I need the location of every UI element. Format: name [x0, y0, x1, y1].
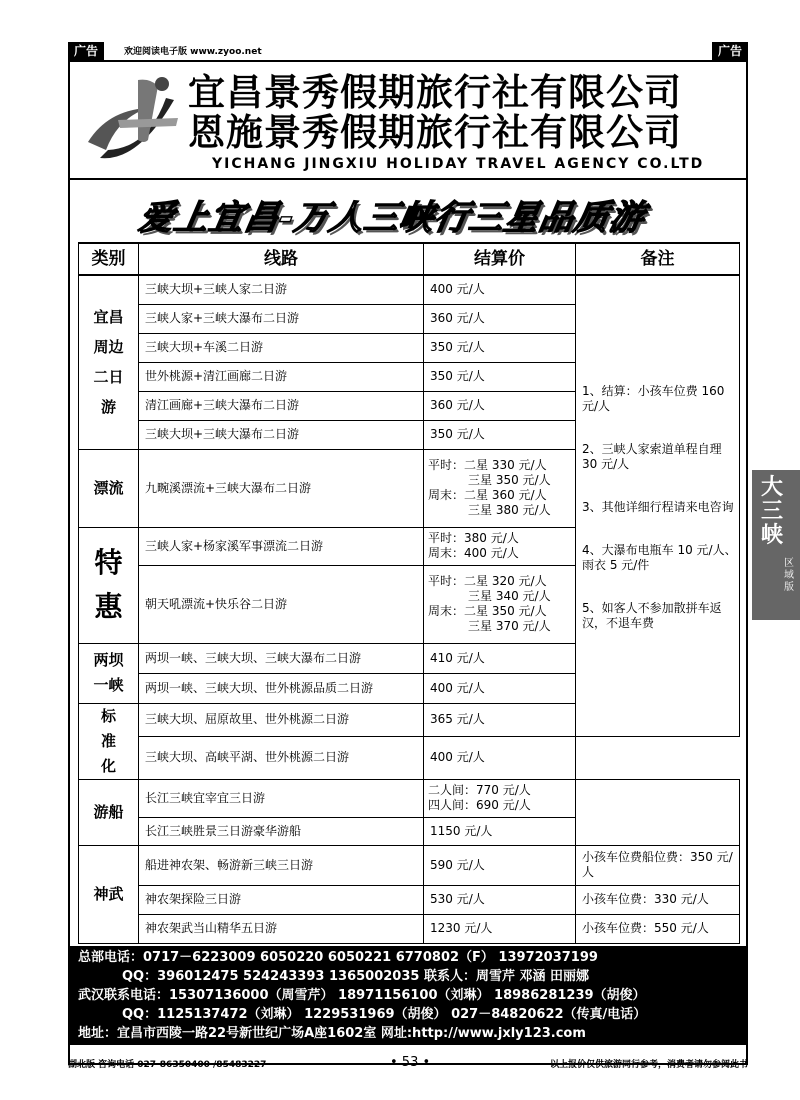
table-row: [79, 779, 740, 817]
route-cell: 三峡大坝+三峡大瀑布二日游: [139, 420, 424, 449]
company-name-enshi: 恩施景秀假期旅行社有限公司: [188, 111, 682, 154]
note-cell: 小孩车位费：550 元/人: [576, 914, 740, 943]
company-logo-icon: [78, 70, 188, 170]
price-cell: 400 元/人: [424, 275, 576, 304]
price-line: 平时：二星 330 元/人: [428, 458, 547, 472]
route-cell: 长江三峡胜景三日游豪华游船: [139, 817, 424, 845]
route-cell: 清江画廊+三峡大瀑布二日游: [139, 391, 424, 420]
price-line: 三星 350 元/人: [468, 473, 551, 487]
note-1: 1、结算：小孩车位费 160 元/人: [582, 384, 725, 413]
price-line: 周末：二星 360 元/人: [428, 488, 547, 502]
table-header: [79, 243, 740, 275]
route-cell: 世外桃源+清江画廊二日游: [139, 362, 424, 391]
category-liangba: [79, 643, 139, 703]
route-cell: 两坝一峡、三峡大坝、三峡大瀑布二日游: [139, 643, 424, 673]
price-table: [78, 242, 740, 944]
page-number: • 53 •: [390, 1055, 431, 1070]
ad-tag-left: 广告: [68, 42, 104, 60]
footer-disclaimer: 以上报价仅供旅游同行参考，消费者请勿参阅此书: [549, 1060, 748, 1070]
price-cell: 360 元/人: [424, 304, 576, 333]
price-cell: 1150 元/人: [424, 817, 576, 845]
price-cell: 350 元/人: [424, 420, 576, 449]
route-cell: 船进神农架、畅游新三峡三日游: [139, 845, 424, 885]
header-route: 线路: [139, 243, 424, 275]
side-tab: [752, 470, 800, 620]
price-cell: 1230 元/人: [424, 914, 576, 943]
route-cell: 神农架武当山精华五日游: [139, 914, 424, 943]
contact-hq-phone: 总部电话：0717－6223009 6050220 6050221 6770802（F） 13972037199: [78, 950, 598, 965]
header-note: 备注: [576, 243, 740, 275]
header-price: 结算价: [424, 243, 576, 275]
route-cell: 两坝一峡、三峡大坝、世外桃源品质二日游: [139, 673, 424, 703]
top-bar: [68, 42, 748, 60]
route-cell: 三峡人家+三峡大瀑布二日游: [139, 304, 424, 333]
price-cell: 360 元/人: [424, 391, 576, 420]
contact-wuhan-qq: QQ：1125137472（刘琳） 1229531969（胡俊） 027－84820622（传真/电话）: [122, 1007, 647, 1022]
route-cell: 三峡大坝、屈原故里、世外桃源二日游: [139, 703, 424, 737]
table-row: [79, 885, 740, 914]
ad-tag-right: 广告: [712, 42, 748, 60]
note-5: 5、如客人不参加散拼车返汉，不退车费: [582, 601, 722, 630]
note-2: 2、三峡人家索道单程自理 30 元/人: [582, 442, 722, 471]
side-tab-subtitle: 区域版: [784, 558, 794, 593]
route-cell: 三峡大坝、高峡平湖、世外桃源二日游: [139, 737, 424, 779]
price-line: 四人间：690 元/人: [428, 798, 531, 812]
note-cell: 小孩车位费船位费：350 元/人: [576, 845, 740, 885]
table-row: [79, 914, 740, 943]
table-row: [79, 737, 740, 779]
route-cell: 三峡人家+杨家溪军事漂流二日游: [139, 527, 424, 565]
header-category: 类别: [79, 243, 139, 275]
route-cell: 九畹溪漂流+三峡大瀑布二日游: [139, 449, 424, 527]
price-line: 周末：二星 350 元/人: [428, 604, 547, 618]
price-cell: 350 元/人: [424, 333, 576, 362]
price-line: 平时：二星 320 元/人: [428, 574, 547, 588]
route-cell: 长江三峡宜宰宜三日游: [139, 779, 424, 817]
price-line: 三星 370 元/人: [468, 619, 551, 633]
company-name-english: YICHANG JINGXIU HOLIDAY TRAVEL AGENCY CO.LTD: [212, 156, 705, 172]
category-liangba-label: 两坝一峡: [93, 651, 124, 694]
price-cell: 400 元/人: [424, 737, 576, 779]
price-line: 三星 340 元/人: [468, 589, 551, 603]
table-row: [79, 845, 740, 885]
notes-cell: [576, 275, 740, 737]
empty-note-cell: [576, 779, 740, 845]
note-cell: 小孩车位费：330 元/人: [576, 885, 740, 914]
price-line: 二人间：770 元/人: [428, 783, 531, 797]
contact-hq-qq: QQ：396012475 524243393 1365002035 联系人：周雪芹 邓涵 田丽娜: [122, 969, 590, 984]
company-name-yichang: 宜昌景秀假期旅行社有限公司: [188, 71, 682, 114]
side-tab-title: 大三峡: [760, 475, 783, 548]
category-shenwu: 神武: [79, 845, 139, 943]
route-cell: 三峡大坝+三峡人家二日游: [139, 275, 424, 304]
price-cell: [424, 449, 576, 527]
site-label: 欢迎阅读电子版 www.zyoo.net: [124, 47, 262, 57]
price-cell: 400 元/人: [424, 673, 576, 703]
route-cell: 朝天吼漂流+快乐谷二日游: [139, 565, 424, 643]
divider: [70, 178, 746, 180]
category-youchuan: 游船: [79, 779, 139, 845]
category-tehui: [79, 527, 139, 643]
table-row: [79, 275, 740, 304]
slogan: 爱上宜昌-万人三峡行三星品质游: [135, 198, 649, 238]
contact-block: [70, 946, 746, 1045]
price-cell: [424, 565, 576, 643]
price-cell: 590 元/人: [424, 845, 576, 885]
category-biaozhun: [79, 703, 139, 779]
contact-wuhan-phone: 武汉联系电话：15307136000（周雪芹） 18971156100（刘琳） 18986281239（胡俊）: [78, 988, 646, 1003]
price-cell: 350 元/人: [424, 362, 576, 391]
category-tehui-label: 特惠: [94, 546, 123, 623]
category-piaoliu: 漂流: [79, 449, 139, 527]
price-line: 三星 380 元/人: [468, 503, 551, 517]
route-cell: 三峡大坝+车溪二日游: [139, 333, 424, 362]
price-cell: 365 元/人: [424, 703, 576, 737]
price-cell: 410 元/人: [424, 643, 576, 673]
price-line: 周末：400 元/人: [428, 546, 519, 560]
price-cell: 530 元/人: [424, 885, 576, 914]
price-cell: [424, 527, 576, 565]
footer-hotline: 湖北版 咨询电话 027-86350400 /85483227: [68, 1060, 267, 1070]
route-cell: 神农架探险三日游: [139, 885, 424, 914]
note-3: 3、其他详细行程请来电咨询: [582, 500, 734, 514]
contact-address: 地址：宜昌市西陵一路22号新世纪广场A座1602室 网址:http://www.jxly123.com: [78, 1026, 586, 1041]
price-line: 平时：380 元/人: [428, 531, 519, 545]
note-4: 4、大瀑布电瓶车 10 元/人、雨衣 5 元/件: [582, 543, 737, 572]
price-cell: [424, 779, 576, 817]
category-biaozhun-label: 标准化: [100, 706, 116, 775]
category-yichang: [79, 275, 139, 449]
category-yichang-label: 宜昌周边二日游: [93, 308, 124, 417]
